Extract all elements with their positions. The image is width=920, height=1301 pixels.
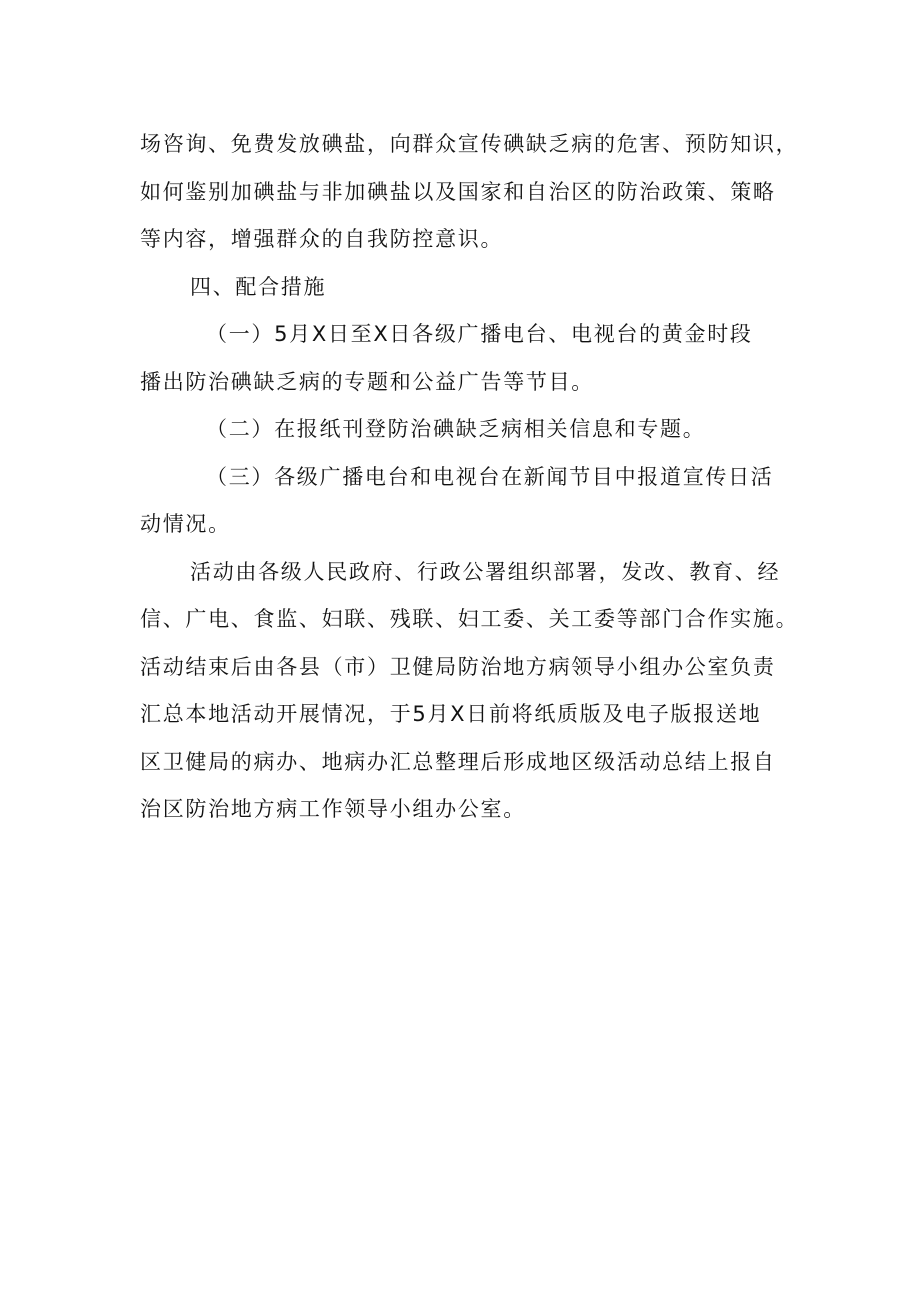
- paragraph-line: 动情况。: [140, 512, 231, 536]
- paragraph-line: 活动结束后由各县（市）卫健局防治地方病领导小组办公室负责: [140, 654, 776, 679]
- document-body: [140, 121, 810, 834]
- paragraph-line: 治区防治地方病工作领导小组办公室。: [140, 797, 526, 821]
- intro-paragraph: [140, 121, 810, 264]
- list-item-3: [140, 454, 810, 549]
- list-item-1: [140, 311, 810, 406]
- paragraph-line: （二）在报纸刊登防治碘缺乏病相关信息和专题。: [206, 417, 706, 441]
- paragraph-line: 区卫健局的病办、地病办汇总整理后形成地区级活动总结上报自: [140, 749, 776, 774]
- paragraph-line: 活动由各级人民政府、行政公署组织部署，发改、教育、经: [190, 559, 781, 584]
- paragraph-line: 场咨询、免费发放碘盐，向群众宣传碘缺乏病的危害、预防知识，: [140, 132, 799, 156]
- paragraph-line: 信、广电、食监、妇联、残联、妇工委、关工委等部门合作实施。: [140, 607, 799, 631]
- closing-paragraph: [140, 549, 810, 834]
- paragraph-line: （三）各级广播电台和电视台在新闻节目中报道宣传日活: [206, 464, 774, 489]
- paragraph-line: 如何鉴别加碘盐与非加碘盐以及国家和自治区的防治政策、策略: [140, 179, 776, 204]
- paragraph-line: （一）5月X日至X日各级广播电台、电视台的黄金时段: [206, 322, 753, 346]
- section-heading: 四、配合措施: [190, 274, 327, 299]
- paragraph-line: 播出防治碘缺乏病的专题和公益广告等节目。: [140, 369, 594, 394]
- paragraph-line: 汇总本地活动开展情况，于5月X日前将纸质版及电子版报送地: [140, 702, 762, 726]
- paragraph-line: 等内容，增强群众的自我防控意识。: [140, 227, 504, 251]
- list-item-2: [140, 406, 810, 454]
